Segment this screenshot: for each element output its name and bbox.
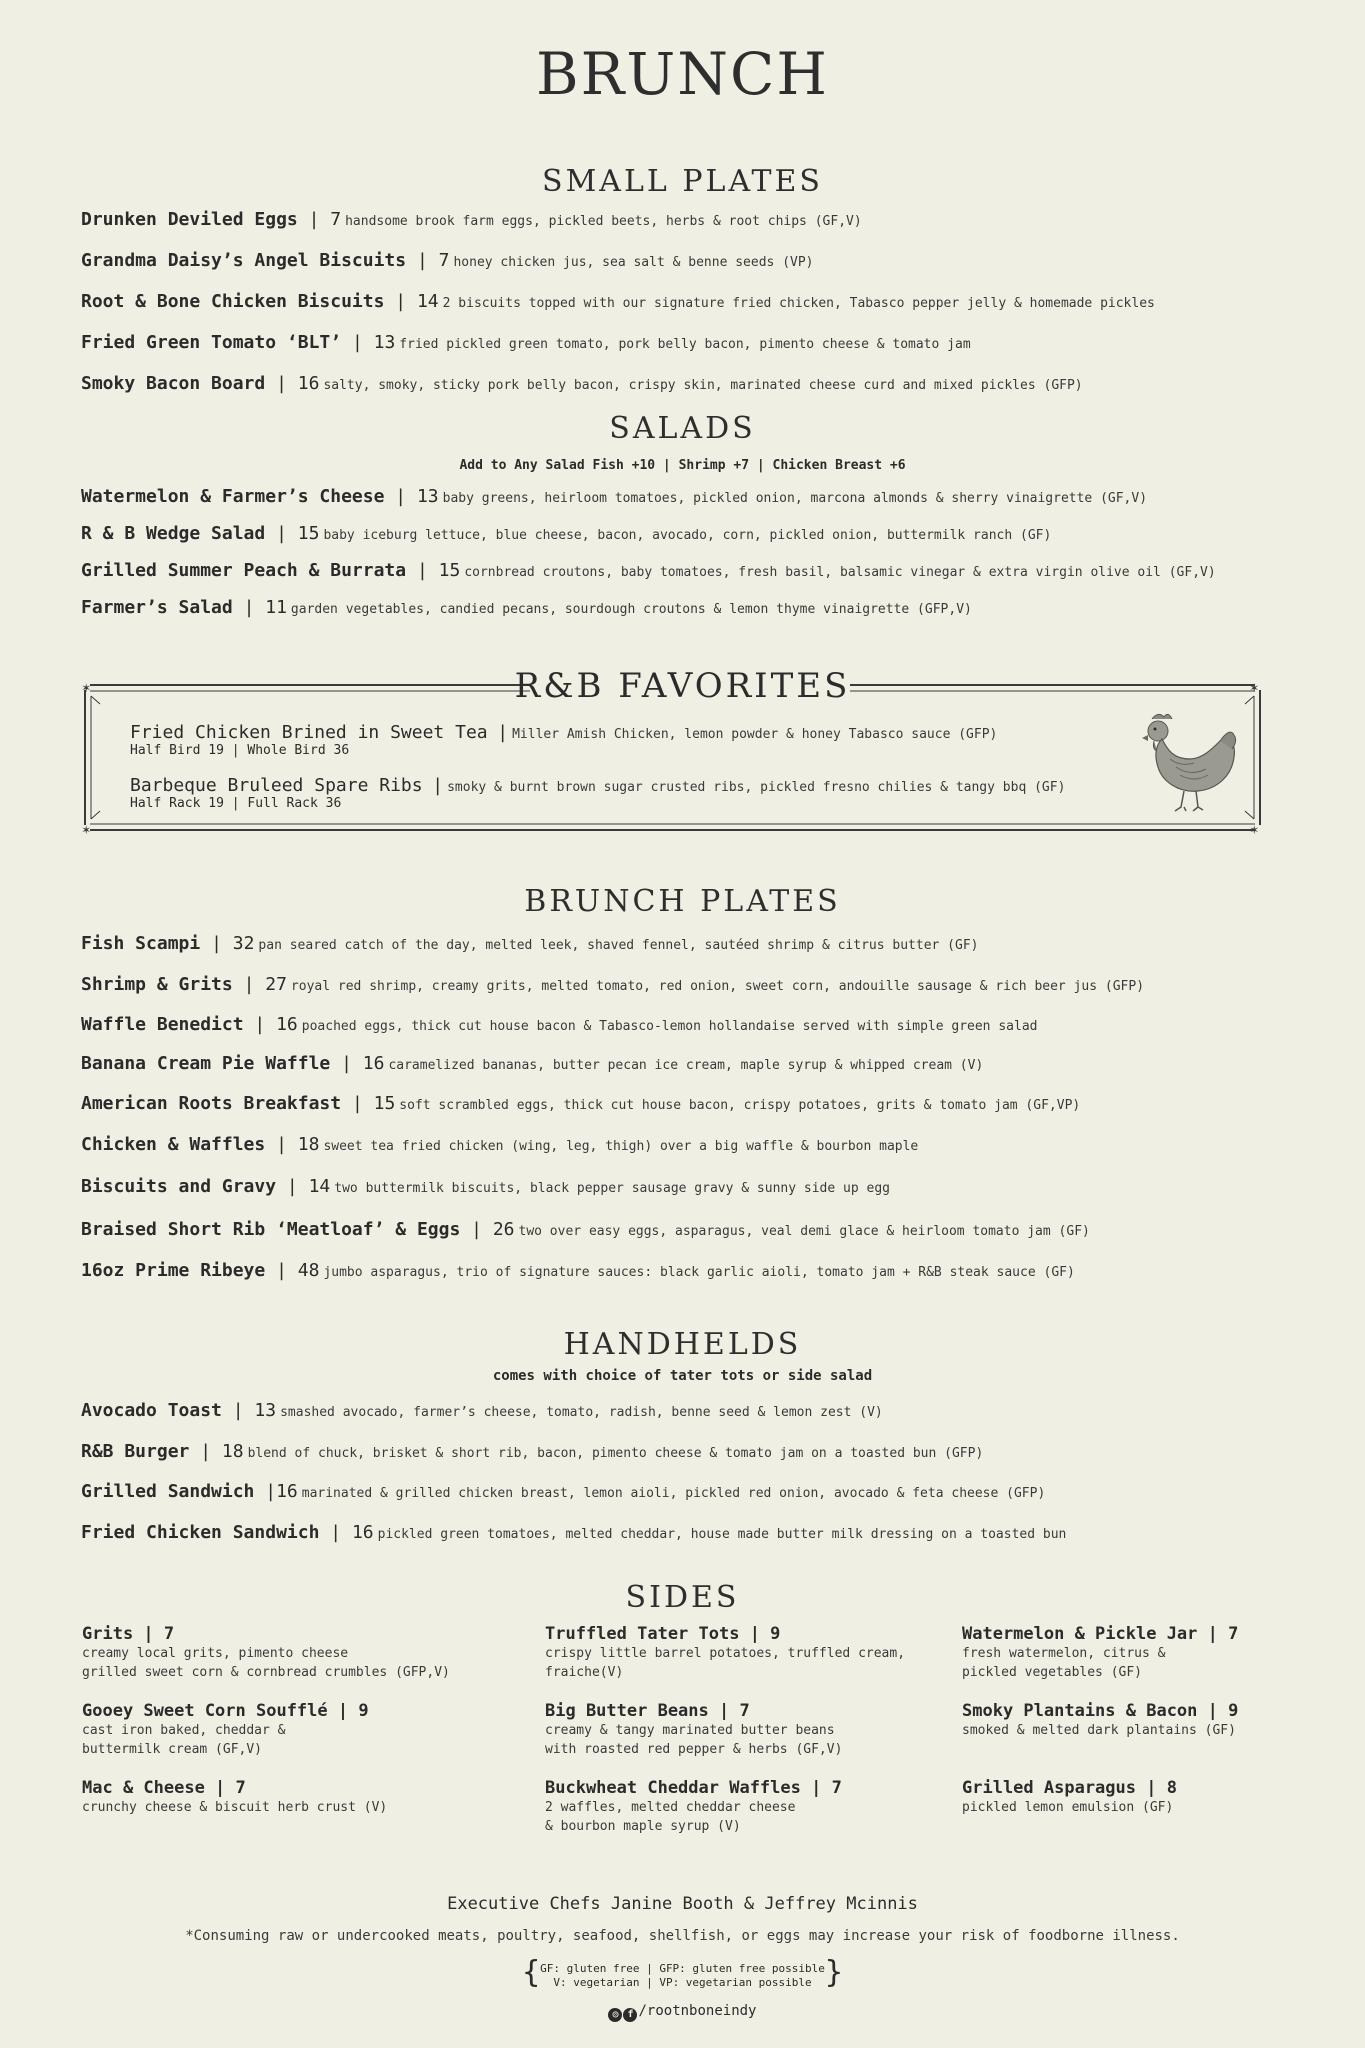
favorite-item — [130, 722, 997, 758]
item-desc: two buttermilk biscuits, black pepper sausage gravy & sunny side up egg — [334, 1181, 890, 1196]
item-name: Barbeque Bruleed Spare Ribs — [130, 775, 423, 796]
instagram-icon[interactable]: ◎ — [608, 2008, 622, 2022]
menu-item — [81, 1260, 1075, 1281]
item-name: Banana Cream Pie Waffle — [81, 1053, 331, 1074]
item-price: |16 — [265, 1481, 298, 1502]
side-desc-line2: & bourbon maple syrup (V) — [545, 1819, 741, 1834]
side-item — [82, 1624, 450, 1682]
item-name: Braised Short Rib ‘Meatloaf’ & Eggs — [81, 1219, 461, 1240]
menu-item — [81, 291, 1155, 312]
item-name: Fried Chicken Sandwich — [81, 1522, 320, 1543]
item-price: | 7 — [308, 209, 342, 230]
item-name: Smoky Bacon Board — [81, 373, 266, 394]
item-desc: Miller Amish Chicken, lemon powder & honey Tabasco sauce (GFP) — [512, 727, 998, 742]
side-name: Gooey Sweet Corn Soufflé | 9 — [82, 1701, 369, 1721]
item-name: Waffle Benedict — [81, 1014, 244, 1035]
side-desc-line2: fraiche(V) — [545, 1665, 624, 1680]
item-desc: smashed avocado, farmer’s cheese, tomato, radish, benne seed & lemon zest (V) — [280, 1405, 883, 1420]
menu-title: BRUNCH — [536, 40, 829, 108]
item-name: Fried Chicken Brined in Sweet Tea — [130, 722, 488, 743]
item-separator: | — [432, 775, 444, 796]
item-price: | 13 — [351, 332, 396, 353]
item-desc: soft scrambled eggs, thick cut house bacon, crispy potatoes, grits & tomato jam (GF,VP) — [399, 1098, 1081, 1113]
menu-item — [81, 486, 1147, 507]
side-desc-line1: creamy & tangy marinated butter beans — [545, 1723, 835, 1738]
menu-item — [81, 250, 814, 271]
side-desc-line2: buttermilk cream (GF,V) — [82, 1742, 263, 1757]
menu-item — [81, 1093, 1080, 1114]
item-desc: 2 biscuits topped with our signature fried chicken, Tabasco pepper jelly & homemade pickles — [442, 296, 1155, 311]
item-price: | 14 — [395, 291, 439, 312]
item-desc: jumbo asparagus, trio of signature sauces: black garlic aioli, tomato jam + R&B steak sauce (GF) — [323, 1265, 1075, 1280]
legend-line2: V: vegetarian | VP: vegetarian possible — [553, 1976, 812, 1989]
side-name: Grilled Asparagus | 8 — [962, 1778, 1177, 1798]
item-portion-prices: Half Rack 19 | Full Rack 36 — [130, 796, 342, 811]
menu-item — [81, 332, 971, 353]
side-desc-line1: fresh watermelon, citrus & — [962, 1646, 1166, 1661]
item-name: Fish Scampi — [81, 933, 201, 954]
menu-item — [81, 1014, 1037, 1035]
menu-item — [81, 1481, 1045, 1502]
item-name: R & B Wedge Salad — [81, 523, 266, 544]
item-name: Watermelon & Farmer’s Cheese — [81, 486, 385, 507]
side-desc-line1: creamy local grits, pimento cheese — [82, 1646, 349, 1661]
item-desc: salty, smoky, sticky pork belly bacon, crispy skin, marinated cheese curd and mixed pickles (GFP) — [323, 378, 1083, 393]
side-name: Truffled Tater Tots | 9 — [545, 1624, 781, 1644]
svg-text:✶: ✶ — [82, 822, 91, 835]
item-desc: fried pickled green tomato, pork belly bacon, pimento cheese & tomato jam — [399, 337, 971, 352]
side-item — [82, 1778, 387, 1817]
right-brace-icon: } — [824, 1955, 843, 1990]
menu-item — [81, 209, 862, 230]
item-price: | 11 — [243, 597, 287, 618]
brunch-plates-title: BRUNCH PLATES — [524, 884, 841, 919]
item-price: | 16 — [276, 373, 320, 394]
side-desc-line2: with roasted red pepper & herbs (GF,V) — [545, 1742, 843, 1757]
menu-item — [81, 1522, 1066, 1543]
legend-line1: GF: gluten free | GFP: gluten free possible — [540, 1962, 825, 1975]
item-desc: honey chicken jus, sea salt & benne seeds (VP) — [453, 255, 814, 270]
favorite-item — [130, 775, 1065, 811]
side-name: Watermelon & Pickle Jar | 7 — [962, 1624, 1239, 1644]
item-portion-prices: Half Bird 19 | Whole Bird 36 — [130, 743, 350, 758]
side-name: Big Butter Beans | 7 — [545, 1701, 750, 1721]
social-handle-row — [0, 2003, 1365, 2022]
item-price: | 27 — [243, 974, 287, 995]
food-safety-disclaimer: *Consuming raw or undercooked meats, poultry, seafood, shellfish, or eggs may increase your risk of foodborne illness. — [185, 1928, 1180, 1944]
item-name: American Roots Breakfast — [81, 1093, 342, 1114]
item-desc: caramelized bananas, butter pecan ice cream, maple syrup & whipped cream (V) — [388, 1058, 984, 1073]
item-desc: cornbread croutons, baby tomatoes, fresh basil, balsamic vinegar & extra virgin olive oil (GF,V) — [464, 565, 1216, 580]
item-name: Root & Bone Chicken Biscuits — [81, 291, 385, 312]
menu-item — [81, 1441, 983, 1462]
menu-item — [81, 933, 978, 954]
side-desc-line1: cast iron baked, cheddar & — [82, 1723, 286, 1738]
side-item — [545, 1778, 842, 1836]
svg-text:✶: ✶ — [82, 680, 91, 696]
item-desc: sweet tea fried chicken (wing, leg, thigh) over a big waffle & bourbon maple — [323, 1139, 919, 1154]
item-price: | 15 — [351, 1093, 396, 1114]
item-desc: garden vegetables, candied pecans, sourdough croutons & lemon thyme vinaigrette (GFP,V) — [290, 602, 972, 617]
dietary-legend — [0, 1955, 1365, 1990]
item-price: | 13 — [395, 486, 439, 507]
facebook-icon[interactable]: f — [623, 2008, 637, 2022]
side-name: Smoky Plantains & Bacon | 9 — [962, 1701, 1239, 1721]
item-desc: baby greens, heirloom tomatoes, pickled onion, marcona almonds & sherry vinaigrette (GF,V) — [442, 491, 1148, 506]
item-name: R&B Burger — [81, 1441, 190, 1462]
side-item — [962, 1778, 1177, 1817]
item-desc: pickled green tomatoes, melted cheddar, house made butter milk dressing on a toasted bun — [377, 1527, 1067, 1542]
item-name: Grilled Sandwich — [81, 1481, 255, 1502]
menu-item — [81, 560, 1216, 581]
left-brace-icon: { — [522, 1955, 541, 1990]
salads-title: SALADS — [609, 411, 756, 446]
item-desc: marinated & grilled chicken breast, lemon aioli, pickled red onion, avocado & feta cheese (GFP) — [301, 1486, 1046, 1501]
item-price: | 32 — [211, 933, 255, 954]
item-name: Chicken & Waffles — [81, 1134, 266, 1155]
side-desc-line2: grilled sweet corn & cornbread crumbles (GFP,V) — [82, 1665, 450, 1680]
item-name: Shrimp & Grits — [81, 974, 233, 995]
side-desc-line1: 2 waffles, melted cheddar cheese — [545, 1800, 796, 1815]
item-name: Grandma Daisy’s Angel Biscuits — [81, 250, 407, 271]
menu-item — [81, 1053, 983, 1074]
menu-item — [81, 1134, 918, 1155]
side-item — [545, 1624, 905, 1682]
item-name: 16oz Prime Ribeye — [81, 1260, 266, 1281]
item-price: | 48 — [276, 1260, 320, 1281]
item-desc: blend of chuck, brisket & short rib, bacon, pimento cheese & tomato jam on a toasted bun (GFP) — [247, 1446, 984, 1461]
item-name: Drunken Deviled Eggs — [81, 209, 298, 230]
item-price: | 16 — [341, 1053, 385, 1074]
menu-item — [81, 1400, 883, 1421]
item-name: Avocado Toast — [81, 1400, 222, 1421]
item-desc: two over easy eggs, asparagus, veal demi glace & heirloom tomato jam (GF) — [518, 1224, 1090, 1239]
menu-item — [81, 373, 1083, 394]
side-item — [82, 1701, 369, 1759]
side-desc-line1: smoked & melted dark plantains (GF) — [962, 1723, 1236, 1738]
side-item — [545, 1701, 842, 1759]
menu-item — [81, 597, 972, 618]
item-desc: smoky & burnt brown sugar crusted ribs, pickled fresno chilies & tangy bbq (GF) — [447, 780, 1066, 795]
item-desc: pan seared catch of the day, melted leek, shaved fennel, sautéed shrimp & citrus butter (GF) — [258, 938, 979, 953]
side-desc-line1: pickled lemon emulsion (GF) — [962, 1800, 1174, 1815]
side-name: Mac & Cheese | 7 — [82, 1778, 246, 1798]
item-separator: | — [497, 722, 509, 743]
menu-item — [81, 1219, 1090, 1240]
item-price: | 18 — [276, 1134, 320, 1155]
item-price: | 15 — [416, 560, 461, 581]
item-desc: poached eggs, thick cut house bacon & Tabasco-lemon hollandaise served with simple green salad — [301, 1019, 1038, 1034]
handhelds-title: HANDHELDS — [563, 1327, 802, 1362]
item-price: | 14 — [286, 1176, 331, 1197]
favorites-title: R&B FAVORITES — [514, 666, 851, 706]
item-name: Farmer’s Salad — [81, 597, 233, 618]
side-desc-line1: crispy little barrel potatoes, truffled cream, — [545, 1646, 906, 1661]
item-price: | 18 — [200, 1441, 244, 1462]
small-plates-title: SMALL PLATES — [542, 164, 823, 199]
handhelds-subtitle: comes with choice of tater tots or side salad — [492, 1368, 873, 1384]
chefs-credit: Executive Chefs Janine Booth & Jeffrey Mcinnis — [447, 1894, 918, 1914]
item-price: | 15 — [276, 523, 320, 544]
side-desc-line2: pickled vegetables (GF) — [962, 1665, 1143, 1680]
item-price: | 13 — [232, 1400, 277, 1421]
social-handle[interactable]: /rootnboneindy — [638, 2003, 757, 2019]
side-name: Buckwheat Cheddar Waffles | 7 — [545, 1778, 842, 1798]
item-name: Fried Green Tomato ‘BLT’ — [81, 332, 342, 353]
item-price: | 26 — [471, 1219, 515, 1240]
item-price: | 7 — [416, 250, 450, 271]
item-desc: handsome brook farm eggs, pickled beets, herbs & root chips (GF,V) — [345, 214, 862, 229]
item-desc: royal red shrimp, creamy grits, melted tomato, red onion, sweet corn, andouille sausage & rich beer jus (GFP) — [290, 979, 1145, 994]
sides-title: SIDES — [625, 1580, 740, 1615]
side-item — [962, 1624, 1238, 1682]
menu-item — [81, 1176, 890, 1197]
salad-addon-note: Add to Any Salad Fish +10 | Shrimp +7 | Chicken Breast +6 — [459, 458, 906, 473]
item-price: | 16 — [330, 1522, 374, 1543]
side-desc-line1: crunchy cheese & biscuit herb crust (V) — [82, 1800, 388, 1815]
menu-item — [81, 523, 1051, 544]
hen-illustration — [1140, 705, 1240, 815]
menu-item — [81, 974, 1144, 995]
item-desc: baby iceburg lettuce, blue cheese, bacon, avocado, corn, pickled onion, buttermilk ranch (GF) — [323, 528, 1052, 543]
svg-text:✶: ✶ — [1250, 680, 1259, 696]
svg-text:✶: ✶ — [1250, 822, 1259, 835]
side-name: Grits | 7 — [82, 1624, 175, 1644]
item-price: | 16 — [254, 1014, 298, 1035]
item-name: Grilled Summer Peach & Burrata — [81, 560, 407, 581]
side-item — [962, 1701, 1238, 1740]
item-name: Biscuits and Gravy — [81, 1176, 277, 1197]
